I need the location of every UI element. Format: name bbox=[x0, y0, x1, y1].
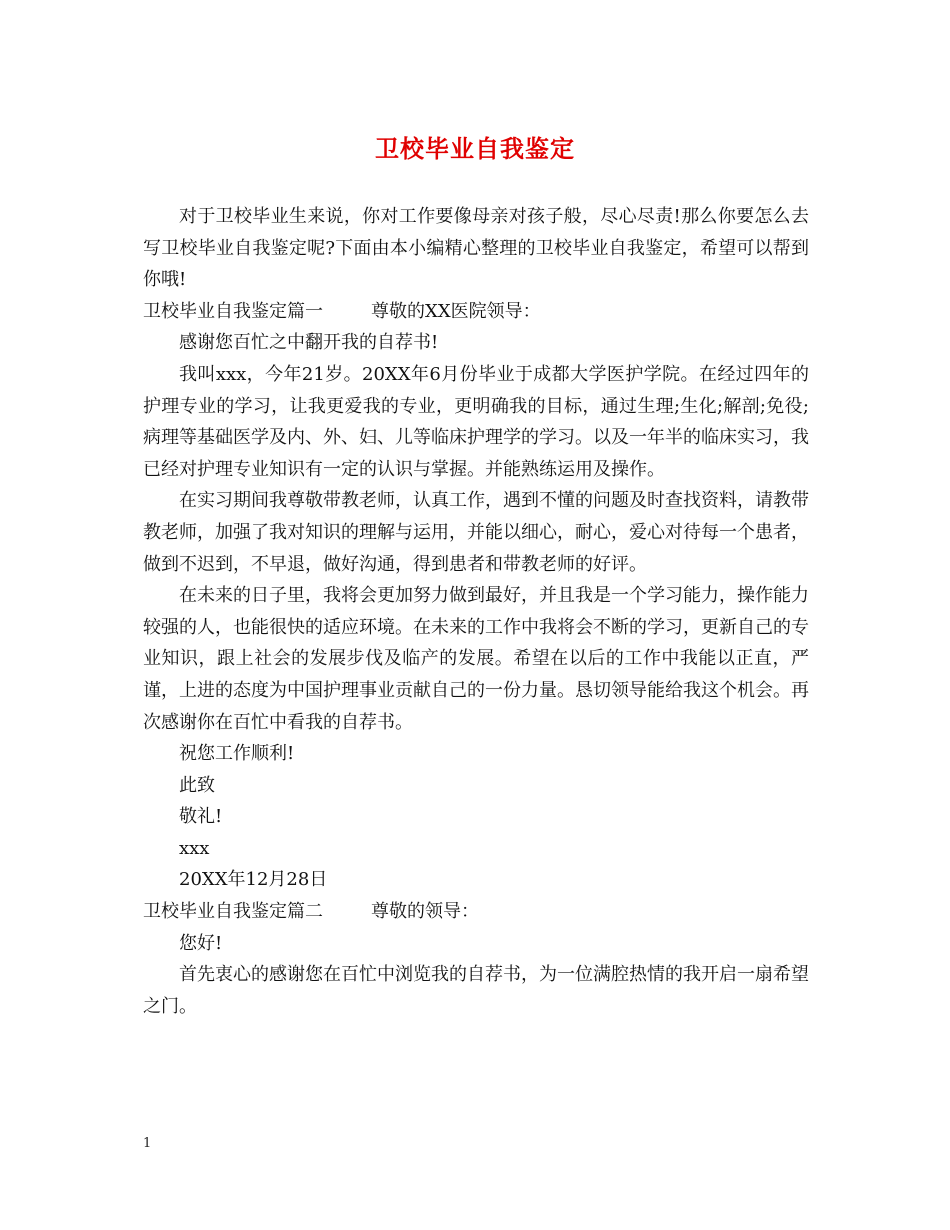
paragraph: 在未来的日子里，我将会更加努力做到最好，并且我是一个学习能力，操作能力较强的人，也能很快的适应环境。在未来的工作中我将会不断的学习，更新自己的专业知识，跟上社会的发展步伐及临产的发展。希望在以后的工作中我能以正直，严谨，上进的态度为中国护理事业贡献自己的一份力量。恳切领导能给我这个机会。再次感谢你在百忙中看我的自荐书。 bbox=[143, 585, 809, 733]
intro-paragraph: 对于卫校毕业生来说，你对工作要像母亲对孩子般，尽心尽责!那么你要怎么去写卫校毕业自我鉴定呢?下面由本小编精心整理的卫校毕业自我鉴定，希望可以帮到你哦! bbox=[143, 206, 809, 291]
document-title: 卫校毕业自我鉴定 bbox=[375, 134, 575, 163]
paragraph: 您好! bbox=[179, 932, 223, 954]
section-heading-2 bbox=[143, 896, 809, 928]
closing-line: 祝您工作顺利! bbox=[179, 743, 295, 765]
salutation: 尊敬的XX医院领导： bbox=[371, 300, 541, 322]
section-title: 卫校毕业自我鉴定篇一 bbox=[143, 300, 323, 322]
salutation: 尊敬的领导： bbox=[371, 901, 479, 923]
signature-date: 20XX年12月28日 bbox=[179, 869, 328, 891]
section-heading-1 bbox=[143, 296, 809, 328]
signature-name: xxx bbox=[179, 837, 210, 859]
paragraph: 在实习期间我尊敬带教老师，认真工作，遇到不懂的问题及时查找资料，请教带教老师，加强了我对知识的理解与运用，并能以细心，耐心，爱心对待每一个患者，做到不迟到，不早退，做好沟通，得到患者和带教老师的好评。 bbox=[143, 490, 809, 575]
closing-line: 此致 bbox=[179, 774, 215, 796]
section-title: 卫校毕业自我鉴定篇二 bbox=[143, 901, 323, 923]
paragraph: 首先衷心的感谢您在百忙中浏览我的自荐书，为一位满腔热情的我开启一扇希望之门。 bbox=[143, 964, 809, 1017]
closing-line: 敬礼! bbox=[179, 806, 223, 828]
paragraph: 感谢您百忙之中翻开我的自荐书! bbox=[179, 332, 439, 354]
document-body bbox=[143, 201, 809, 1022]
paragraph: 我叫xxx，今年21岁。20XX年6月份毕业于成都大学医护学院。在经过四年的护理专业的学习，让我更爱我的专业，更明确我的目标，通过生理;生化;解剖;免役;病理等基础医学及内、外、妇、儿等临床护理学的学习。以及一年半的临床实习，我已经对护理专业知识有一定的认识与掌握。并能熟练运用及操作。 bbox=[143, 363, 809, 480]
page-number: 1 bbox=[143, 1136, 152, 1151]
